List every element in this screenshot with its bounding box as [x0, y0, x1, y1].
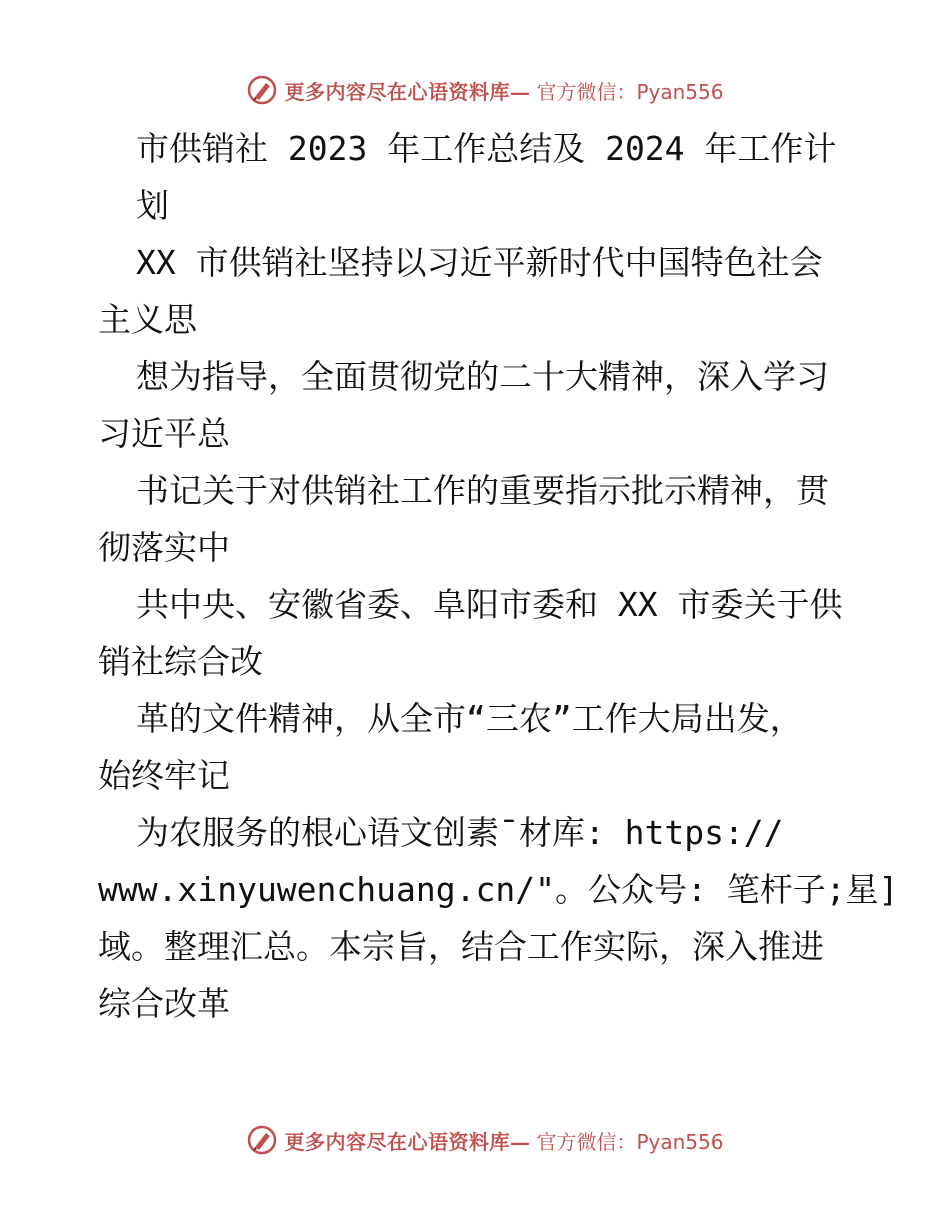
paragraph-line: 想为指导，全面贯彻党的二十大精神，深入学习	[136, 357, 829, 396]
paragraph-line: 综合改革	[98, 984, 230, 1023]
header-banner-content	[246, 74, 723, 106]
paragraph-line: XX 市供销社坚持以习近平新时代中国特色社会	[136, 243, 823, 282]
paragraph-line: 为农服务的根心语文创素¯材库: https://	[136, 813, 784, 852]
title-line-1: 市供销社 2023 年工作总结及 2024 年工作计	[136, 129, 837, 168]
paragraph-line: 主义思	[98, 300, 197, 339]
pen-logo-icon	[246, 1124, 278, 1156]
paragraph-line: 域。整理汇总。本宗旨，结合工作实际，深入推进	[98, 927, 824, 966]
paragraph-line: 彻落实中	[98, 528, 230, 567]
header-banner-text: 更多内容尽在心语资料库—	[284, 79, 531, 104]
paragraph-line: 革的文件精神，从全市“三农”工作大局出发，	[136, 699, 803, 738]
document-body	[98, 120, 899, 1032]
footer-banner-content	[246, 1124, 723, 1156]
footer-banner-text: 更多内容尽在心语资料库—	[284, 1129, 531, 1154]
paragraph-line: 始终牢记	[98, 756, 230, 795]
pen-logo-icon	[246, 74, 278, 106]
paragraph-line: 习近平总	[98, 414, 230, 453]
paragraph-line: www.xinyuwenchuang.cn/"。公众号: 笔杆子;星]	[98, 870, 899, 909]
header-banner	[0, 70, 950, 110]
footer-banner	[0, 1120, 950, 1160]
header-banner-wechat: 官方微信：Pyan556	[536, 79, 724, 104]
paragraph-line: 共中央、安徽省委、阜阳市委和 XX 市委关于供	[136, 585, 843, 624]
footer-banner-wechat: 官方微信：Pyan556	[536, 1129, 724, 1154]
title-line-2: 划	[136, 186, 169, 225]
paragraph-line: 书记关于对供销社工作的重要指示批示精神，贯	[136, 471, 829, 510]
paragraph-line: 销社综合改	[98, 642, 263, 681]
